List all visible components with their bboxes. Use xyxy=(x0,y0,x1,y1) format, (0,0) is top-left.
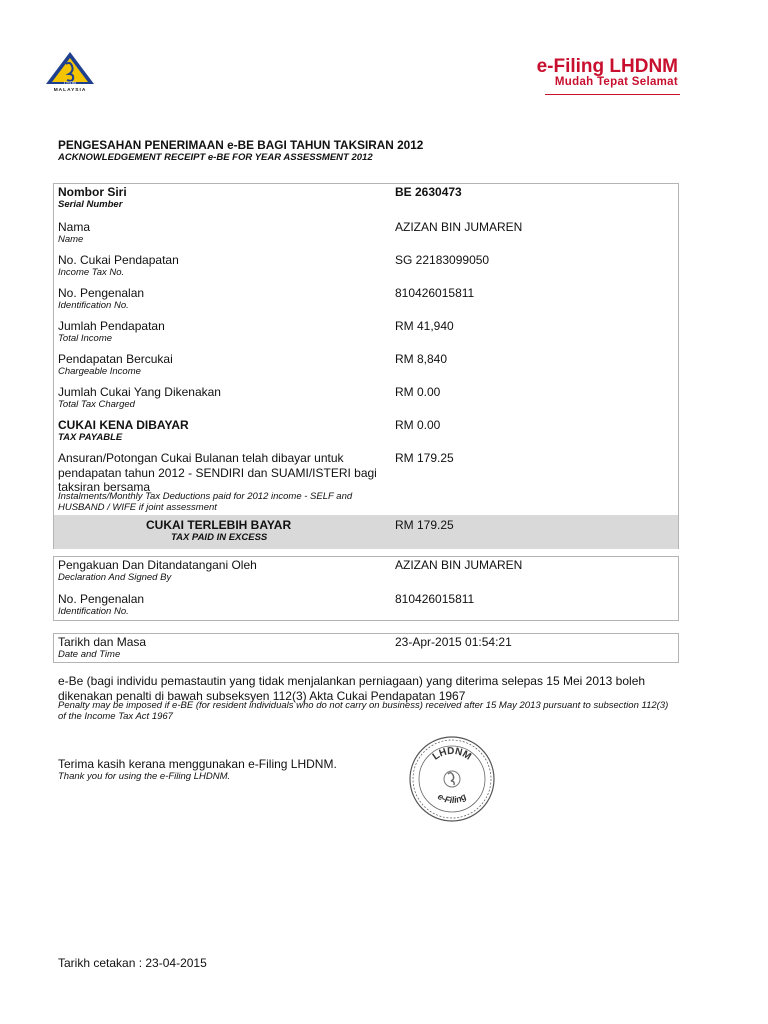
declared-by-value: AZIZAN BIN JUMAREN xyxy=(395,558,523,572)
serial-value: BE 2630473 xyxy=(395,185,462,199)
page-title: PENGESAHAN PENERIMAAN e-BE BAGI TAHUN TAKSIRAN 2012 xyxy=(58,138,424,152)
penalty-notice: e-Be (bagi individu pemastautin yang tidak menjalankan perniagaan) yang diterima selepas 15 Mei 2013 boleh dikenakan penalti di bawah subseksyen 112(3) Akta Cukai Pendapatan 1967 xyxy=(58,674,646,703)
id-no-value: 810426015811 xyxy=(395,286,475,300)
lhdn-logo xyxy=(44,50,96,92)
total-income-sublabel: Total Income xyxy=(58,333,113,344)
declared-by-label: Pengakuan Dan Ditandatangani Oleh xyxy=(58,558,257,572)
tax-charged-sublabel: Total Tax Charged xyxy=(58,399,135,410)
tax-payable-label: CUKAI KENA DIBAYAR xyxy=(58,418,189,432)
tax-no-sublabel: Income Tax No. xyxy=(58,267,125,278)
tax-payable-value: RM 0.00 xyxy=(395,418,441,432)
brand-divider xyxy=(545,94,680,95)
declarant-id-label: No. Pengenalan xyxy=(58,592,145,606)
total-income-label: Jumlah Pendapatan xyxy=(58,319,165,333)
chargeable-income-value: RM 8,840 xyxy=(395,352,448,366)
instalments-value: RM 179.25 xyxy=(395,451,454,465)
stamp-bottom-text: e-Filing xyxy=(435,791,469,806)
table-row-tax-excess xyxy=(54,515,678,549)
declaration-table xyxy=(53,556,679,621)
svg-text:LHDNM xyxy=(431,746,473,763)
name-label: Nama xyxy=(58,220,91,234)
brand-title: e-Filing LHDNM xyxy=(536,56,678,77)
print-date: Tarikh cetakan : 23-04-2015 xyxy=(58,956,207,970)
date-label: Tarikh dan Masa xyxy=(58,635,147,649)
serial-label: Nombor Siri xyxy=(58,185,127,199)
tax-excess-value: RM 179.25 xyxy=(395,518,454,532)
declarant-id-value: 810426015811 xyxy=(395,592,475,606)
name-sublabel: Name xyxy=(58,234,84,245)
tax-charged-value: RM 0.00 xyxy=(395,385,441,399)
thanks-message-english: Thank you for using the e-Filing LHDNM. xyxy=(58,771,231,782)
date-value: 23-Apr-2015 01:54:21 xyxy=(395,635,512,649)
chargeable-income-sublabel: Chargeable Income xyxy=(58,366,141,377)
tax-charged-label: Jumlah Cukai Yang Dikenakan xyxy=(58,385,221,399)
penalty-notice-english: Penalty may be imposed if e-BE (for resident individuals who do not carry on business) received after 15 May 2013 pursuant to subsection 112(3) of the Income Tax Act 1967 xyxy=(58,700,669,722)
logo-text-top: LHDN xyxy=(63,80,77,86)
brand-tagline: Mudah Tepat Selamat xyxy=(554,76,678,88)
tax-no-value: SG 22183099050 xyxy=(395,253,490,267)
logo-text-bottom: MALAYSIA xyxy=(53,88,87,92)
chargeable-income-label: Pendapatan Bercukai xyxy=(58,352,173,366)
tax-summary-table xyxy=(53,183,679,549)
total-income-value: RM 41,940 xyxy=(395,319,454,333)
serial-sublabel: Serial Number xyxy=(58,199,123,210)
declarant-id-sublabel: Identification No. xyxy=(58,606,129,617)
stamp-top-text: LHDNM xyxy=(430,745,474,763)
efiling-stamp xyxy=(407,734,497,824)
id-no-sublabel: Identification No. xyxy=(58,300,129,311)
instalments-sublabel: Instalments/Monthly Tax Deductions paid for 2012 income - SELF and HUSBAND / WIFE if joint assessment xyxy=(58,491,353,513)
tax-excess-label: CUKAI TERLEBIH BAYAR xyxy=(146,518,292,532)
instalments-label: Ansuran/Potongan Cukai Bulanan telah dibayar untuk pendapatan tahun 2012 - SENDIRI dan SUAMI/ISTERI bagi taksiran bersama xyxy=(58,451,377,494)
date-sublabel: Date and Time xyxy=(58,649,121,660)
svg-text:e-Filing xyxy=(436,791,469,805)
name-value: AZIZAN BIN JUMAREN xyxy=(395,220,523,234)
tax-excess-sublabel: TAX PAID IN EXCESS xyxy=(171,532,268,543)
page-subtitle: ACKNOWLEDGEMENT RECEIPT e-BE FOR YEAR ASSESSMENT 2012 xyxy=(58,152,373,163)
tax-no-label: No. Cukai Pendapatan xyxy=(58,253,179,267)
id-no-label: No. Pengenalan xyxy=(58,286,145,300)
date-table xyxy=(53,633,679,663)
tax-payable-sublabel: TAX PAYABLE xyxy=(58,432,123,443)
thanks-message: Terima kasih kerana menggunakan e-Filing LHDNM. xyxy=(58,757,337,771)
declared-by-sublabel: Declaration And Signed By xyxy=(58,572,172,583)
